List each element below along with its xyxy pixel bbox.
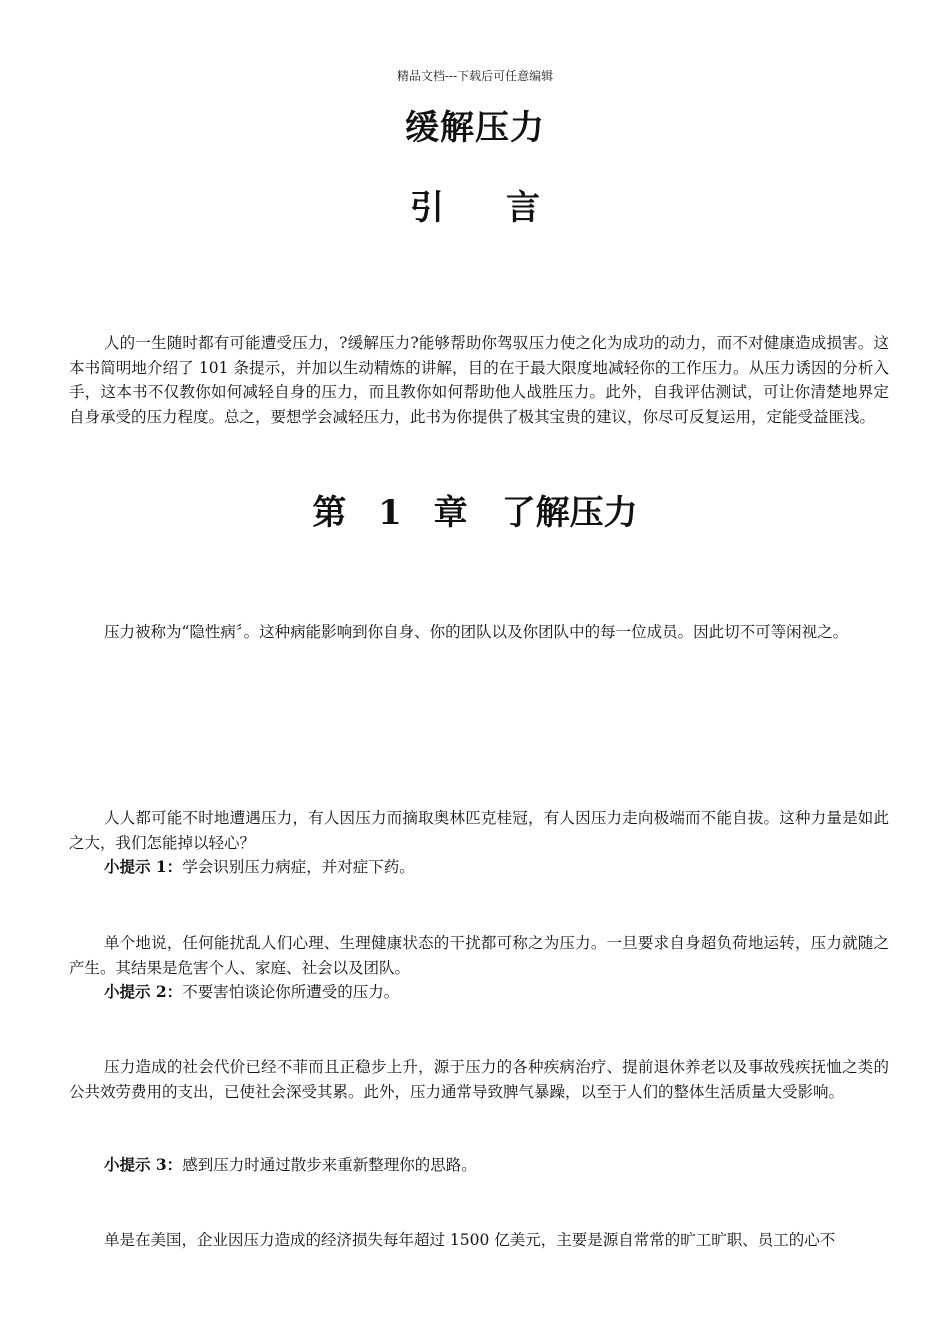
tip-text: 感到压力时通过散步来重新整理你的思路。 <box>182 1156 477 1174</box>
chapter-heading: 第 1 章 了解压力 <box>312 493 638 533</box>
tip-line <box>69 980 889 1005</box>
tip-text: 学会识别压力病症，并对症下药。 <box>182 858 415 876</box>
tip-label: 小提示 3： <box>104 1155 183 1174</box>
tip-line <box>69 855 889 880</box>
body-paragraph: 单是在美国，企业因压力造成的经济损失每年超过 1500 亿美元，主要是源自常常的旷工旷职、员工的心不 <box>104 1231 836 1249</box>
body-paragraph: 人人都可能不时地遭遇压力，有人因压力而摘取奥林匹克桂冠，有人因压力走向极端而不能自拔。这种力量是如此之大，我们怎能掉以轻心？ <box>69 809 889 852</box>
body-paragraph: 单个地说，任何能扰乱人们心理、生理健康状态的干扰都可称之为压力。一旦要求自身超负荷地运转，压力就随之产生。其结果是危害个人、家庭、社会以及团队。 <box>69 934 889 977</box>
document-title: 缓解压力 <box>405 108 545 148</box>
intro-paragraph: 人的一生随时都有可能遭受压力，?缓解压力?能够帮助你驾驭压力使之化为成功的动力，而不对健康造成损害。这本书简明地介绍了 101 条提示，并加以生动精炼的讲解，目的在于最大限度地减轻你的工作压力。从压力诱因的分析入手，这本书不仅教你如何减轻自身的压力，而且教你如何帮助他人战胜压力。此外，自我评估测试，可让你清楚地界定自身承受的压力程度。总之，要想学会减轻压力，此书为你提供了极其宝贵的建议，你尽可反复运用，定能受益匪浅。 <box>69 334 889 426</box>
intro-heading: 引言 <box>410 188 602 228</box>
tip-label: 小提示 2： <box>104 982 183 1001</box>
body-paragraph: 压力造成的社会代价已经不菲而且正稳步上升，源于压力的各种疾病治疗、提前退休养老以及事故残疾抚恤之类的公共效劳费用的支出，已使社会深受其累。此外，压力通常导致脾气暴躁，以至于人们的整体生活质量大受影响。 <box>69 1058 889 1101</box>
header-note: 精品文档---下载后可任意编辑 <box>396 69 554 83</box>
tip-text: 不要害怕谈论你所遭受的压力。 <box>182 983 400 1001</box>
tip-label: 小提示 1： <box>104 857 183 876</box>
body-paragraph: 压力被称为“隐性病〞。这种病能影响到你自身、你的团队以及你团队中的每一位成员。因此切不可等闲视之。 <box>104 623 849 641</box>
tip-line <box>69 1153 889 1178</box>
